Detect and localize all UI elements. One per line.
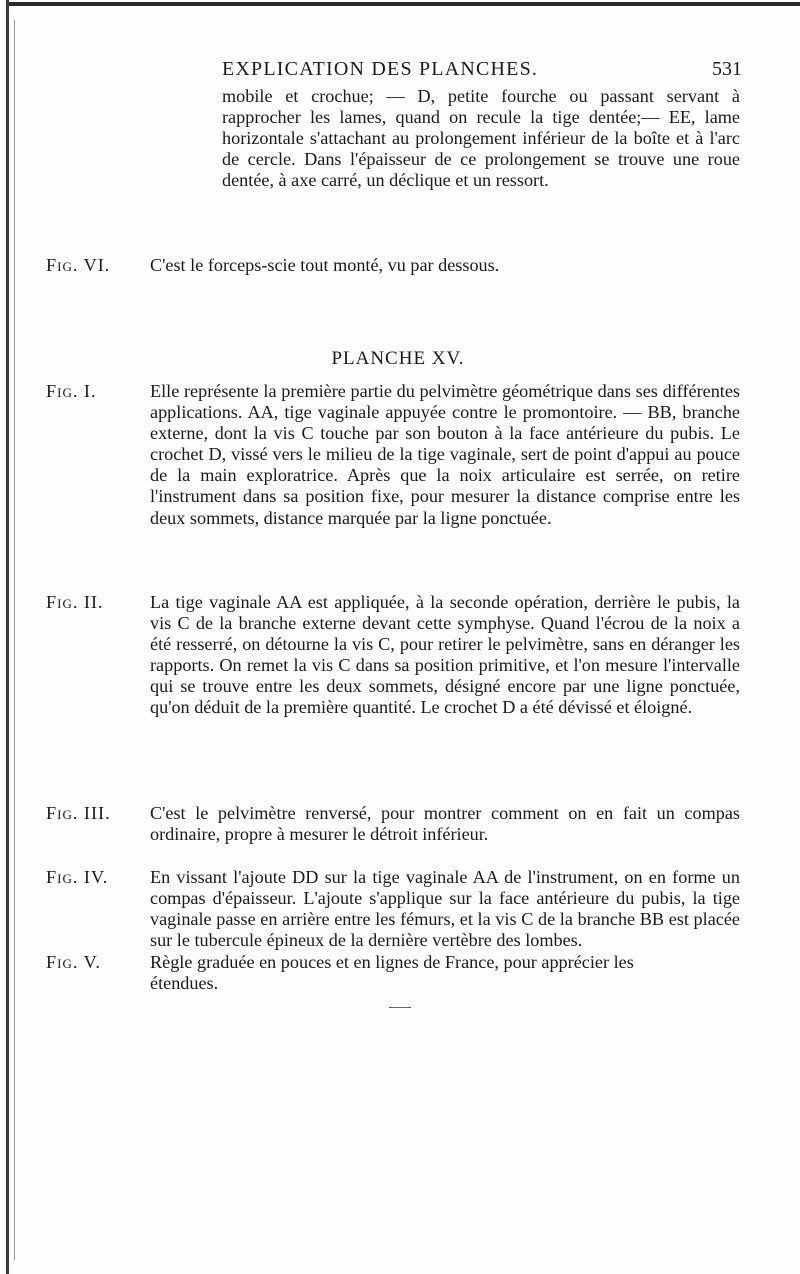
fig-ii-text: La tige vaginale AA est appliquée, à la seconde opération, derrière le pubis, la vis C de la branche externe devant cette symphyse. Quand l'écrou de la noix a été resserré, on détourne la vis C, pour retirer le pelvimètre, sans en déranger les rapports. On remet la vis C dans sa position primitive, et l'on mesure l'intervalle qui se trouve entre les deux sommets, désigné encore par une ligne ponctuée, qu'on déduit de la première quantité. Le crochet D a été dévissé et éloigné. (150, 592, 740, 718)
fig-vi-label: Fig. VI. (46, 255, 111, 275)
fig-iv-text: En vissant l'ajoute DD sur la tige vaginale AA de l'instrument, on en forme un compas d'épaisseur. L'ajoute s'applique sur la face antérieure du pubis, la tige vaginale passe en arrière entre les fémurs, et la vis C de la branche BB est placée sur le tubercule épineux de la dernière vertèbre des lombes. (150, 867, 740, 951)
fig-i-label: Fig. I. (46, 381, 97, 401)
left-page-edge (6, 0, 9, 1274)
section-title: PLANCHE XV. (331, 348, 465, 369)
fig-v-label: Fig. V. (46, 952, 101, 972)
fig-ii-label: Fig. II. (46, 592, 104, 612)
top-border-rule (8, 2, 800, 6)
fig-v-text: Règle graduée en pouces et en lignes de France, pour apprécier les étendues. (150, 952, 634, 994)
fig-vi-text: C'est le forceps-scie tout monté, vu par dessous. (150, 255, 500, 275)
page-number: 531 (712, 58, 742, 80)
running-title: EXPLICATION DES PLANCHES. (222, 58, 539, 80)
intro-paragraph: mobile et crochue; — D, petite fourche ou passant servant à rapprocher les lames, quand on recule la tige dentée;— EE, lame horizontale s'attachant au prolongement inférieur de la boîte et à l'arc de cercle. Dans l'épaisseur de ce prolongement se trouve une roue dentée, à axe carré, un déclique et un ressort. (222, 86, 740, 191)
fig-iv-label: Fig. IV. (46, 867, 109, 887)
fig-i-text: Elle représente la première partie du pelvimètre géométrique dans ses différentes applications. AA, tige vaginale appuyée contre le promontoire. — BB, branche externe, dont la vis C touche par son bouton à la face antérieure du pubis. Le crochet D, vissé vers le milieu de la tige vaginale, sert de point d'appui au pouce de la main exploratrice. Après que la noix articulaire est serrée, on retire l'instrument dans sa position fixe, pour mesurer la distance comprise entre les deux sommets, distance marquée par la ligne ponctuée. (150, 381, 740, 528)
left-page-edge-shadow (14, 20, 15, 1260)
page-header (222, 58, 742, 88)
end-mark-rule (389, 1007, 411, 1008)
fig-iii-label: Fig. III. (46, 803, 111, 823)
fig-iii-text: C'est le pelvimètre renversé, pour montrer comment on en fait un compas ordinaire, propre à mesurer le détroit inférieur. (150, 803, 740, 845)
